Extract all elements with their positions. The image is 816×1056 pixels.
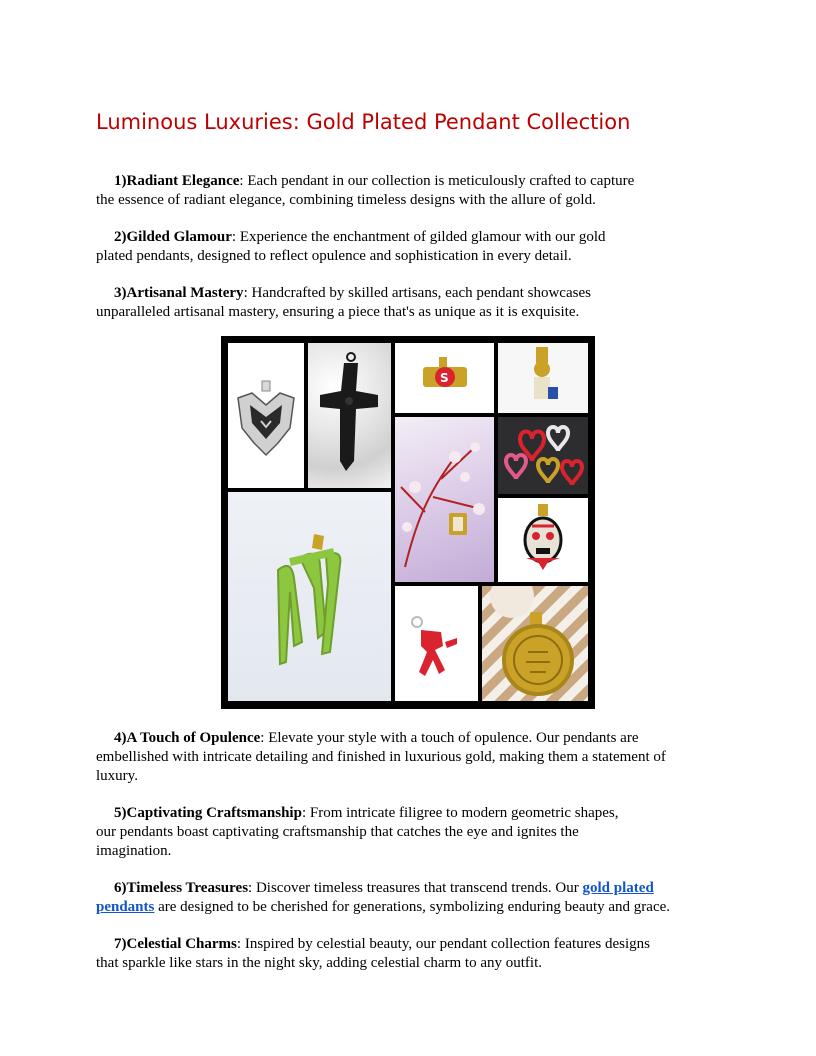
pendant-collage: [221, 336, 595, 709]
paragraph-touch-of-opulence: [96, 729, 716, 786]
paragraph-text: that sparkle like stars in the night sky, adding celestial charm to any outfit.: [96, 955, 543, 971]
paragraph-text: plated pendants, designed to reflect opulence and sophistication in every detail.: [96, 248, 572, 264]
jigsaw-mask-pendant-image: [498, 498, 588, 582]
monster-claw-pendant-image: [228, 492, 391, 701]
paragraph-text: : Elevate your style with a touch of opulence. Our pendants are: [260, 730, 639, 746]
pendants-link[interactable]: pendants: [96, 899, 155, 915]
paragraph-gilded-glamour: [96, 228, 716, 266]
heart-pendants-image: [498, 417, 588, 494]
gold-plated-link[interactable]: gold plated: [582, 880, 654, 896]
paragraph-text: : Inspired by celestial beauty, our pendant collection features designs: [236, 936, 650, 952]
paragraph-heading: 3)Artisanal Mastery: [114, 285, 244, 301]
gold-letters-pendant-image: [395, 343, 494, 413]
red-clown-pendant-image: [395, 586, 478, 701]
paragraph-captivating-craftsmanship: [96, 804, 716, 861]
paragraph-heading: 5)Captivating Craftsmanship: [114, 805, 302, 821]
paragraph-radiant-elegance: [96, 172, 716, 210]
paragraph-text: embellished with intricate detailing and finished in luxurious gold, making them a statement of: [96, 749, 666, 765]
paragraph-heading: 6)Timeless Treasures: [114, 880, 249, 896]
gold-coin-pendant-image: [482, 586, 588, 701]
svg-text:S: S: [440, 371, 449, 385]
paragraph-heading: 7)Celestial Charms: [114, 936, 237, 952]
paragraph-celestial-charms: [96, 935, 716, 973]
decepticon-pendant-image: [228, 343, 304, 488]
paragraph-text: imagination.: [96, 843, 172, 859]
paragraph-heading: 2)Gilded Glamour: [114, 229, 232, 245]
paragraph-text: our pendants boast captivating craftsmanship that catches the eye and ignites the: [96, 824, 579, 840]
cherry-blossom-pendant-image: [395, 417, 494, 582]
black-cross-pendant-image: [308, 343, 391, 488]
paragraph-text: : Discover timeless treasures that transcend trends. Our: [248, 880, 583, 896]
page-title: Luminous Luxuries: Gold Plated Pendant Collection: [96, 110, 631, 134]
figure-pendant-image: [498, 343, 588, 413]
paragraph-text: : Handcrafted by skilled artisans, each pendant showcases: [243, 285, 591, 301]
paragraph-text: : Experience the enchantment of gilded glamour with our gold: [231, 229, 606, 245]
paragraph-text: : From intricate filigree to modern geometric shapes,: [301, 805, 619, 821]
paragraph-text: are designed to be cherished for generations, symbolizing enduring beauty and grace.: [154, 899, 671, 915]
paragraph-text: the essence of radiant elegance, combining timeless designs with the allure of gold.: [96, 192, 596, 208]
paragraph-text: : Each pendant in our collection is meticulously crafted to capture: [239, 173, 635, 189]
paragraph-artisanal-mastery: [96, 284, 716, 322]
paragraph-text: luxury.: [96, 768, 138, 784]
paragraph-timeless-treasures: [96, 879, 716, 917]
paragraph-heading: 1)Radiant Elegance: [114, 173, 240, 189]
paragraph-heading: 4)A Touch of Opulence: [114, 730, 261, 746]
paragraph-text: unparalleled artisanal mastery, ensuring a piece that's as unique as it is exquisite.: [96, 304, 580, 320]
